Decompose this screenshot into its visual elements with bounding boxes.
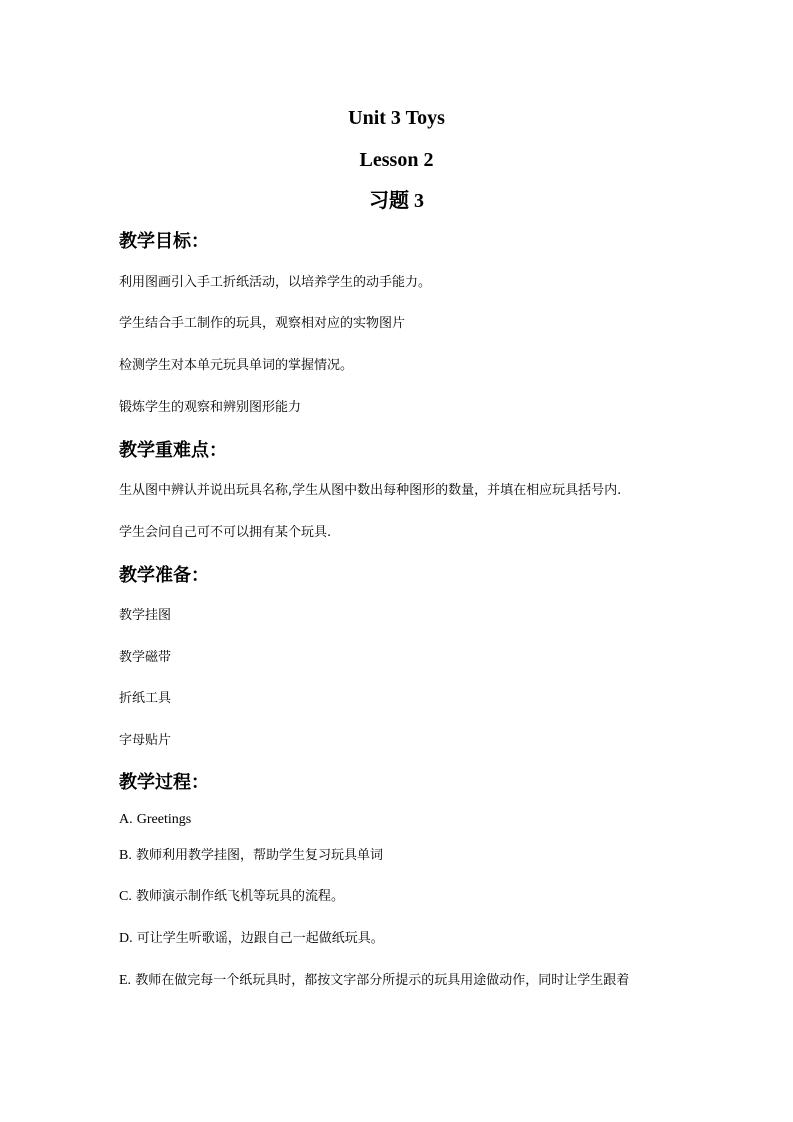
key-point-item: 生从图中辨认并说出玩具名称,学生从图中数出每种图形的数量，并填在相应玩具括号内.: [119, 483, 622, 498]
lesson-title: Lesson 2: [359, 149, 434, 171]
process-item-label: C.: [119, 889, 132, 904]
preparation-item: 折纸工具: [119, 691, 172, 706]
process-item-text: Greetings: [136, 812, 192, 827]
objective-item: 检测学生对本单元玩具单词的掌握情况。: [119, 358, 354, 373]
objectives-heading: 教学目标：: [119, 231, 209, 252]
process-item-label: D.: [119, 931, 133, 946]
preparation-heading: 教学准备：: [119, 565, 209, 586]
key-points-heading: 教学重难点：: [119, 440, 227, 461]
process-item-label: A.: [119, 812, 133, 827]
preparation-item: 教学挂图: [119, 608, 172, 623]
process-item-text: 可让学生听歌谣，边跟自己一起做纸玩具。: [136, 931, 384, 946]
objective-item: 利用图画引入手工折纸活动，以培养学生的动手能力。: [119, 275, 432, 290]
process-item: [119, 889, 344, 905]
exercise-title: 习题 3: [369, 190, 424, 212]
process-item-text: 教师演示制作纸飞机等玩具的流程。: [135, 889, 344, 904]
process-item: [119, 931, 384, 947]
preparation-item: 字母贴片: [119, 733, 172, 748]
process-item-label: E.: [119, 973, 132, 988]
process-item-label: B.: [119, 848, 132, 863]
unit-title: Unit 3 Toys: [348, 107, 445, 129]
key-point-item: 学生会问自己可不可以拥有某个玩具.: [119, 525, 332, 540]
preparation-item: 教学磁带: [119, 650, 172, 665]
process-item: [119, 973, 629, 989]
process-item: [119, 848, 383, 864]
objective-item: 学生结合手工制作的玩具，观察相对应的实物图片: [119, 316, 406, 331]
objective-item: 锻炼学生的观察和辨别图形能力: [119, 400, 302, 415]
process-item-text: 教师利用教学挂图，帮助学生复习玩具单词: [135, 848, 383, 863]
process-item: [119, 812, 191, 828]
process-item-text: 教师在做完每一个纸玩具时，都按文字部分所提示的玩具用途做动作，同时让学生跟着: [135, 973, 630, 988]
process-heading: 教学过程：: [119, 772, 209, 793]
